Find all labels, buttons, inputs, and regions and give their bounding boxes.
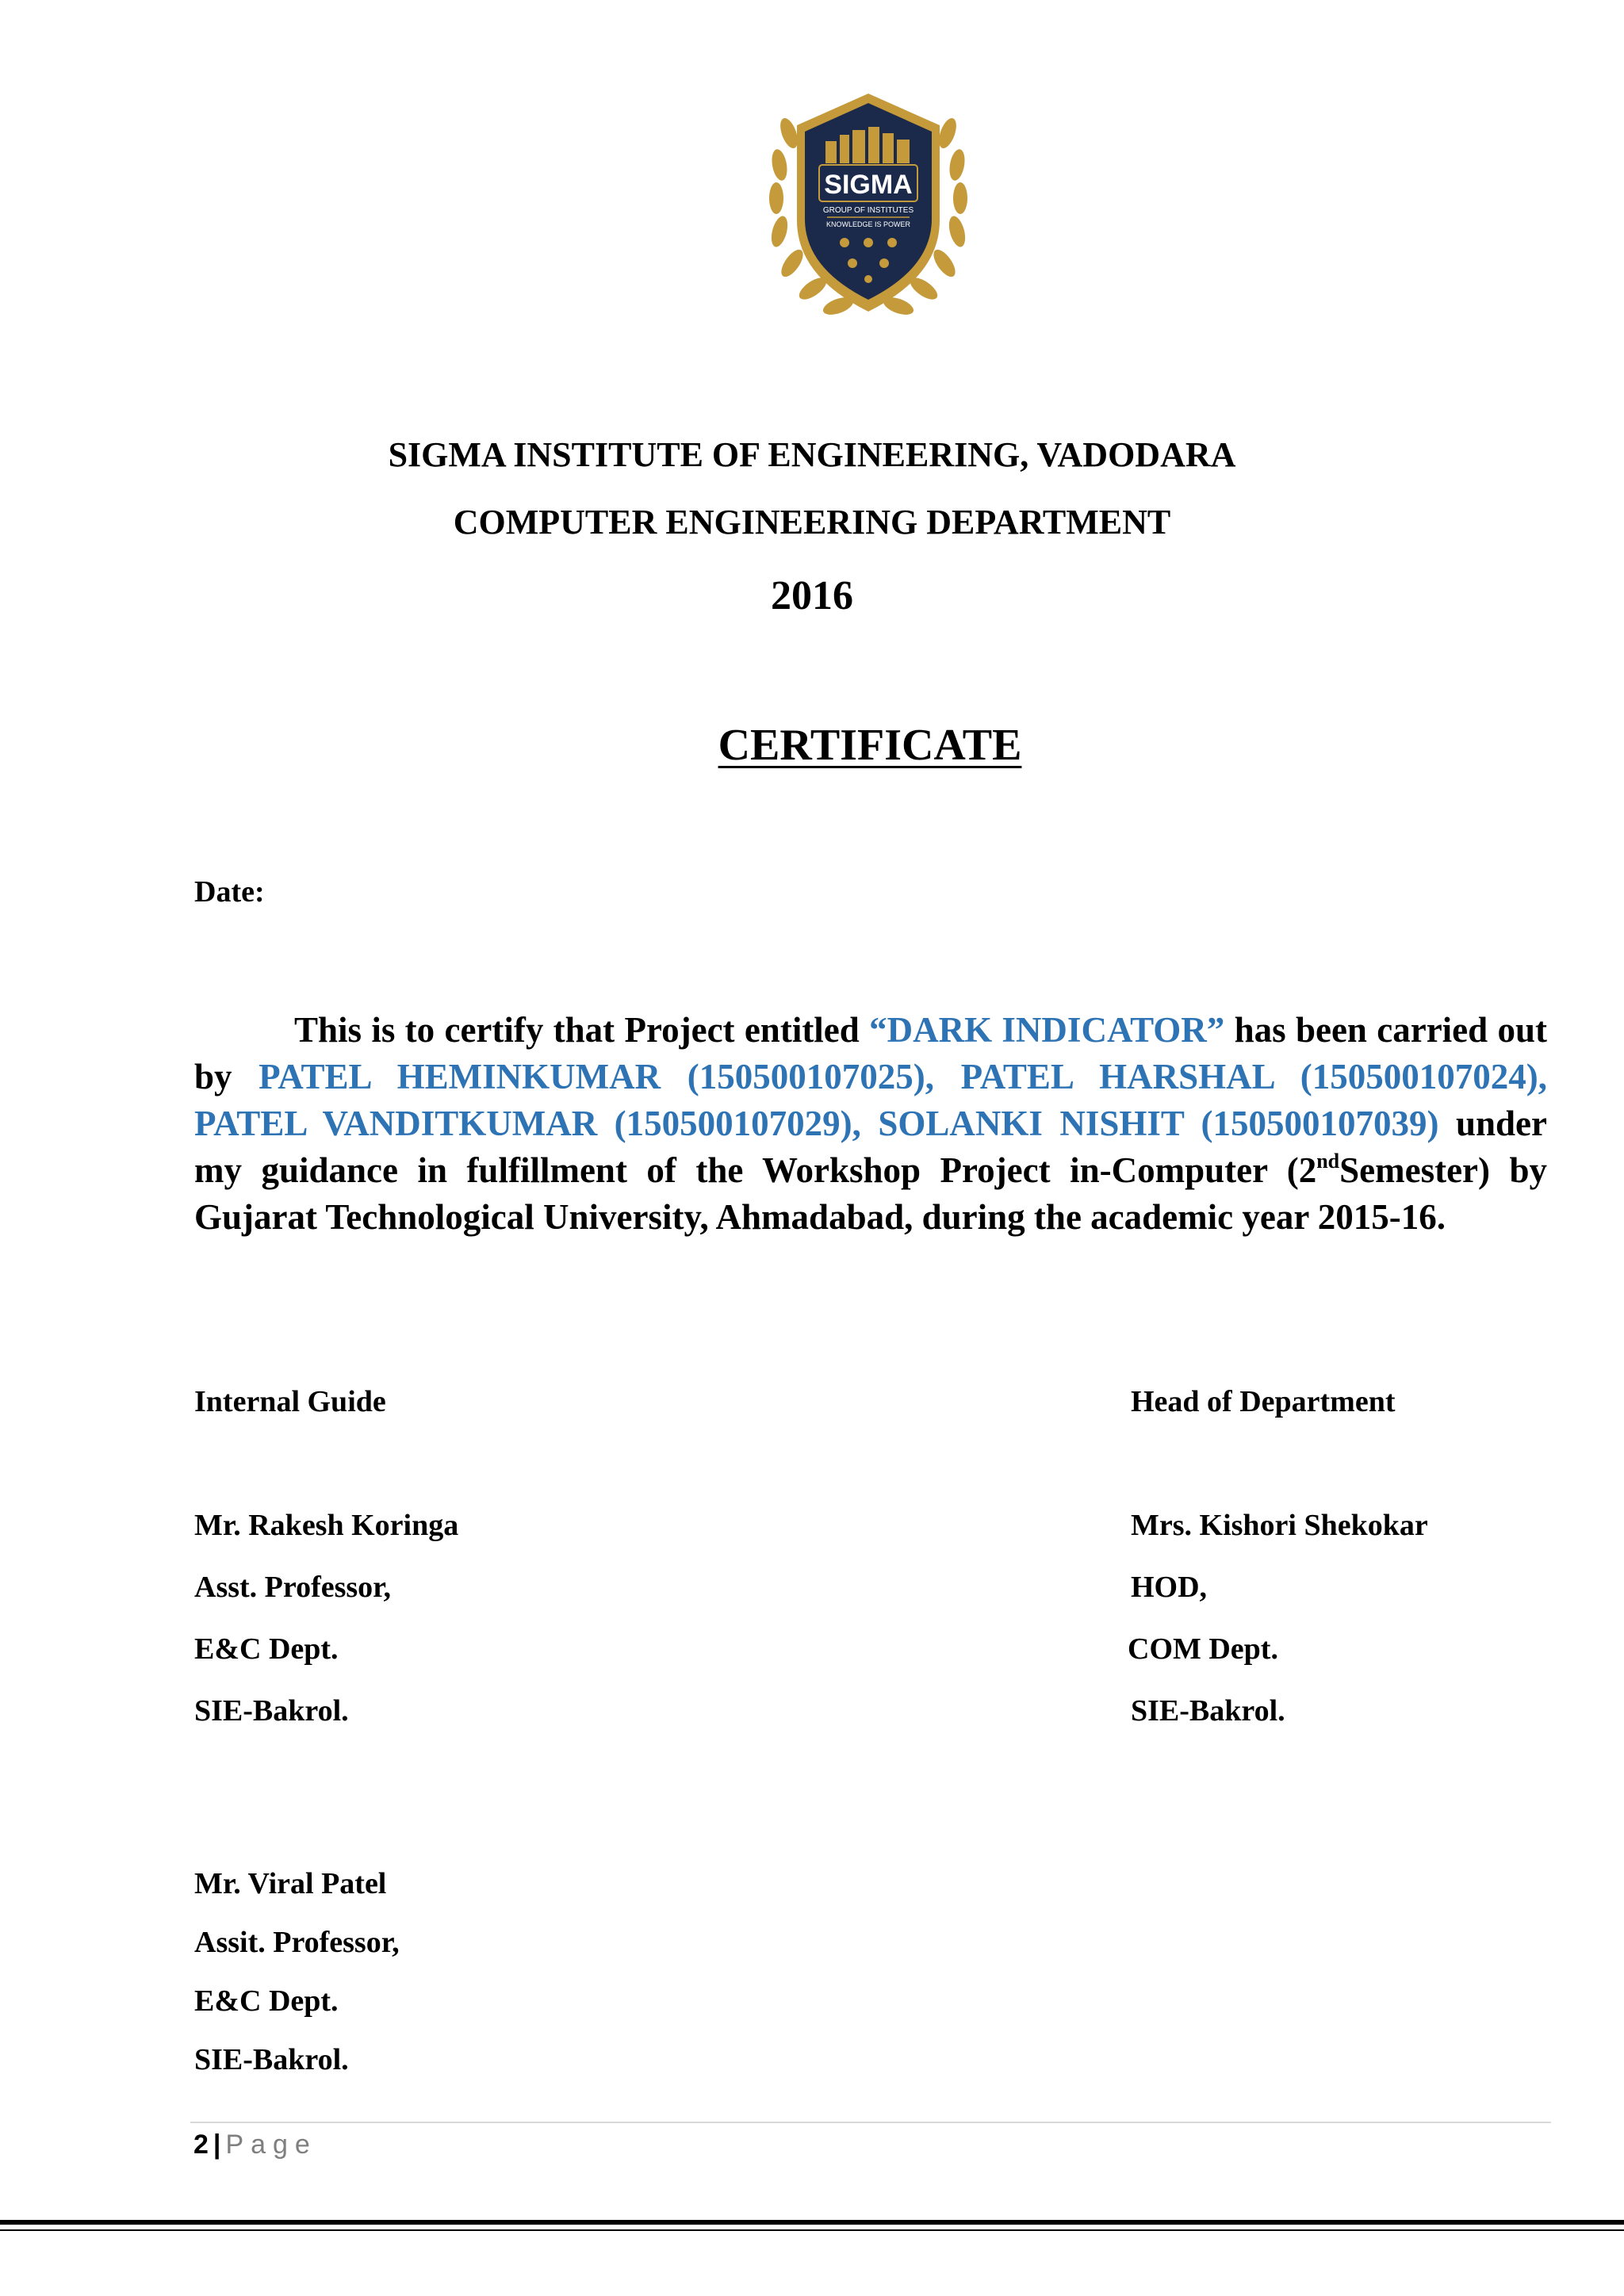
page-number: 2 — [193, 2130, 209, 2160]
internal-guide-heading: Internal Guide — [194, 1385, 386, 1418]
certificate-year: 2016 — [771, 573, 853, 618]
guide1-dept: E&C Dept. — [194, 1632, 339, 1666]
hod-dept: COM Dept. — [1128, 1632, 1278, 1666]
body-after-students: under my guidance in fulfillment of the Workshop Project in-Computer (2 — [194, 1104, 1547, 1190]
department-name: COMPUTER ENGINEERING DEPARTMENT — [453, 503, 1171, 541]
hod-name: Mrs. Kishori Shekokar — [1131, 1509, 1428, 1542]
hod-place: SIE-Bakrol. — [1131, 1694, 1285, 1728]
guide2-designation: Assit. Professor, — [194, 1926, 400, 1959]
page-number-footer — [193, 2130, 317, 2160]
certificate-title: CERTIFICATE — [718, 721, 1022, 770]
body-closing: Semester) by Gujarat Technological University, Ahmadabad, during the academic year 2015-16. — [194, 1150, 1547, 1237]
bottom-border-thick — [0, 2220, 1624, 2225]
footer-divider — [190, 2122, 1551, 2123]
body-intro: This is to certify that Project entitled — [294, 1010, 870, 1050]
ordinal-suffix: nd — [1316, 1150, 1340, 1173]
guide2-name: Mr. Viral Patel — [194, 1867, 387, 1900]
guide1-place: SIE-Bakrol. — [194, 1694, 349, 1728]
hod-heading: Head of Department — [1131, 1385, 1396, 1418]
hod-designation: HOD, — [1131, 1571, 1208, 1604]
body-after-title: has been carried out by — [194, 1010, 1547, 1096]
student-list: PATEL HEMINKUMAR (150500107025), PATEL HARSHAL (150500107024), PATEL VANDITKUMAR (150500107029), SOLANKI NISHIT (150500107039) — [194, 1057, 1547, 1143]
logo-motto: KNOWLEDGE IS POWER — [825, 220, 911, 228]
sigma-logo — [757, 86, 979, 331]
date-label: Date: — [194, 875, 265, 909]
page-separator: | — [213, 2130, 221, 2160]
guide1-name: Mr. Rakesh Koringa — [194, 1509, 459, 1542]
guide2-dept: E&C Dept. — [194, 1984, 339, 2018]
project-title: “DARK INDICATOR” — [869, 1010, 1225, 1050]
guide2-place: SIE-Bakrol. — [194, 2043, 349, 2076]
page-word: Page — [225, 2130, 317, 2160]
institute-name: SIGMA INSTITUTE OF ENGINEERING, VADODARA — [388, 435, 1236, 474]
certificate-body — [194, 1007, 1547, 1241]
guide1-designation: Asst. Professor, — [194, 1571, 392, 1604]
logo-tagline: GROUP OF INSTITUTES — [822, 206, 914, 215]
bottom-border-thin — [0, 2229, 1624, 2231]
logo-brand-text: SIGMA — [824, 170, 913, 200]
